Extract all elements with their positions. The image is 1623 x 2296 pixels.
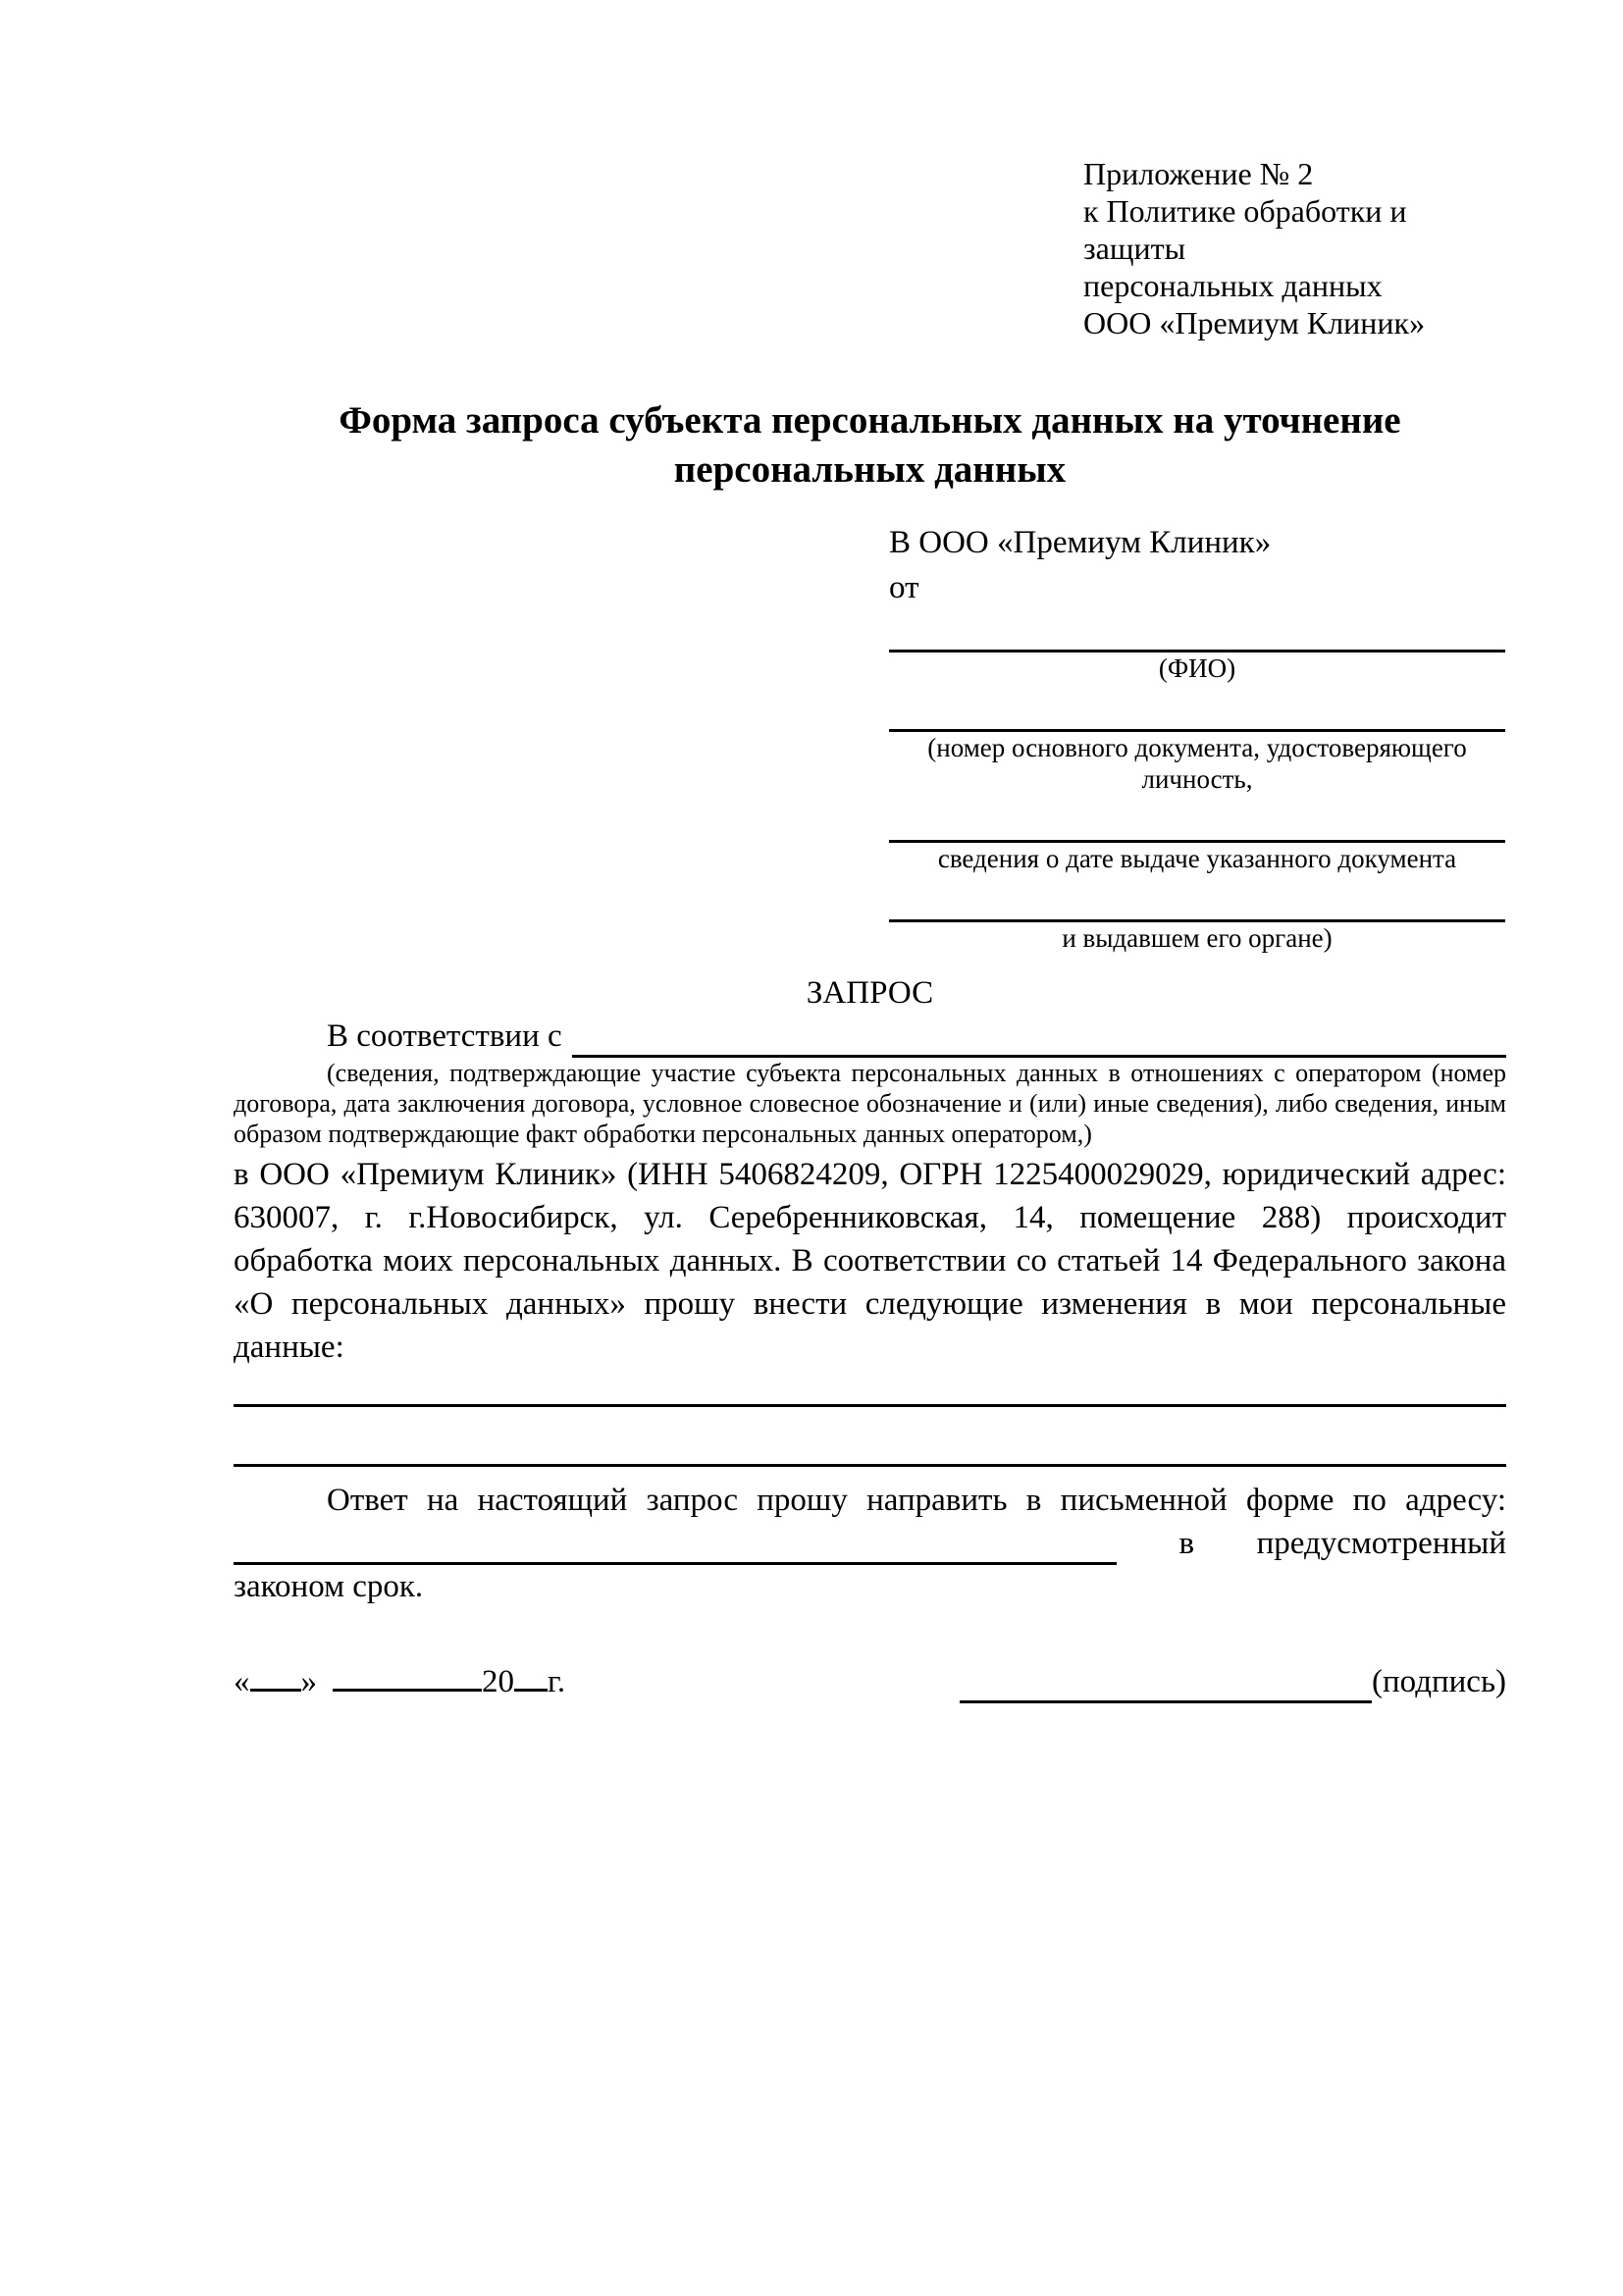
changes-blank-line-2 xyxy=(234,1407,1506,1467)
document-title-line1: Форма запроса субъекта персональных данных на уточнение xyxy=(339,399,1401,442)
issuing-authority-caption: и выдавшем его органе) xyxy=(1062,923,1333,953)
changes-blank-line-1 xyxy=(234,1369,1506,1407)
reply-word-predusmotrennyj: предусмотренный xyxy=(1256,1526,1506,1561)
date-quote-open: « xyxy=(234,1664,250,1699)
annex-line: к Политике обработки и защиты xyxy=(1083,193,1407,266)
addressee-block xyxy=(889,520,1505,954)
addressee-to: В ООО «Премиум Клиник» xyxy=(889,525,1272,560)
reply-address-blank-line xyxy=(234,1527,1117,1565)
document-number-blank-line xyxy=(889,700,1505,732)
document-title-line2: персональных данных xyxy=(673,448,1067,491)
addressee-from: от xyxy=(889,570,919,605)
reply-term-text: законом срок. xyxy=(234,1569,424,1604)
year-suffix: г. xyxy=(548,1664,566,1699)
issue-date-blank-line xyxy=(889,810,1505,843)
day-blank-line xyxy=(250,1659,301,1692)
fio-caption: (ФИО) xyxy=(1158,653,1236,683)
date-signature-row xyxy=(234,1659,1506,1703)
reply-word-v: в xyxy=(1178,1526,1195,1561)
date-group xyxy=(234,1659,565,1703)
request-heading: ЗАПРОС xyxy=(806,975,934,1011)
signature-caption: (подпись) xyxy=(1372,1664,1506,1699)
accordance-caption: (сведения, подтверждающие участие субъекта персональных данных в отношениях с оператором (номер договора, дата заключения договора, условное словесное обозначение и (или) иные сведения), либо сведения, иным образом подтверждающие факт обработки персональных данных оператором,) xyxy=(234,1059,1506,1148)
month-blank-line xyxy=(333,1659,482,1692)
signature-blank-line xyxy=(960,1671,1372,1703)
fio-blank-line xyxy=(889,620,1505,652)
signature-group xyxy=(960,1660,1506,1703)
accordance-blank-line xyxy=(572,1019,1506,1058)
issuing-authority-blank-line xyxy=(889,890,1505,922)
accordance-row xyxy=(234,1015,1506,1058)
date-quote-close: » xyxy=(300,1664,317,1699)
reply-address-row xyxy=(234,1522,1506,1565)
year-blank-line xyxy=(514,1659,548,1692)
document-number-caption: (номер основного документа, удостоверяющего личность, xyxy=(927,733,1467,794)
annex-line: персональных данных xyxy=(1083,268,1383,303)
document-title xyxy=(234,396,1506,495)
annex-line: ООО «Премиум Клиник» xyxy=(1083,305,1426,340)
annex-block xyxy=(1083,155,1506,341)
reply-address-sentence: Ответ на настоящий запрос прошу направить в письменной форме по адресу: xyxy=(327,1483,1506,1518)
issue-date-caption: сведения о дате выдаче указанного документа xyxy=(937,844,1457,873)
accordance-label: В соответствии с xyxy=(327,1018,562,1054)
request-body-paragraph: в ООО «Премиум Клиник» (ИНН 5406824209, ОГРН 1225400029029, юридический адрес: 630007, г. г.Новосибирск, ул. Серебренниковская, 14, помещение 288) происходит обработка моих персональных данных. В соответствии со статьей 14 Федерального закона «О персональных данных» прошу внести следующие изменения в мои персональные данные: xyxy=(234,1157,1506,1365)
year-prefix: 20 xyxy=(482,1664,514,1699)
annex-line: Приложение № 2 xyxy=(1083,156,1314,191)
